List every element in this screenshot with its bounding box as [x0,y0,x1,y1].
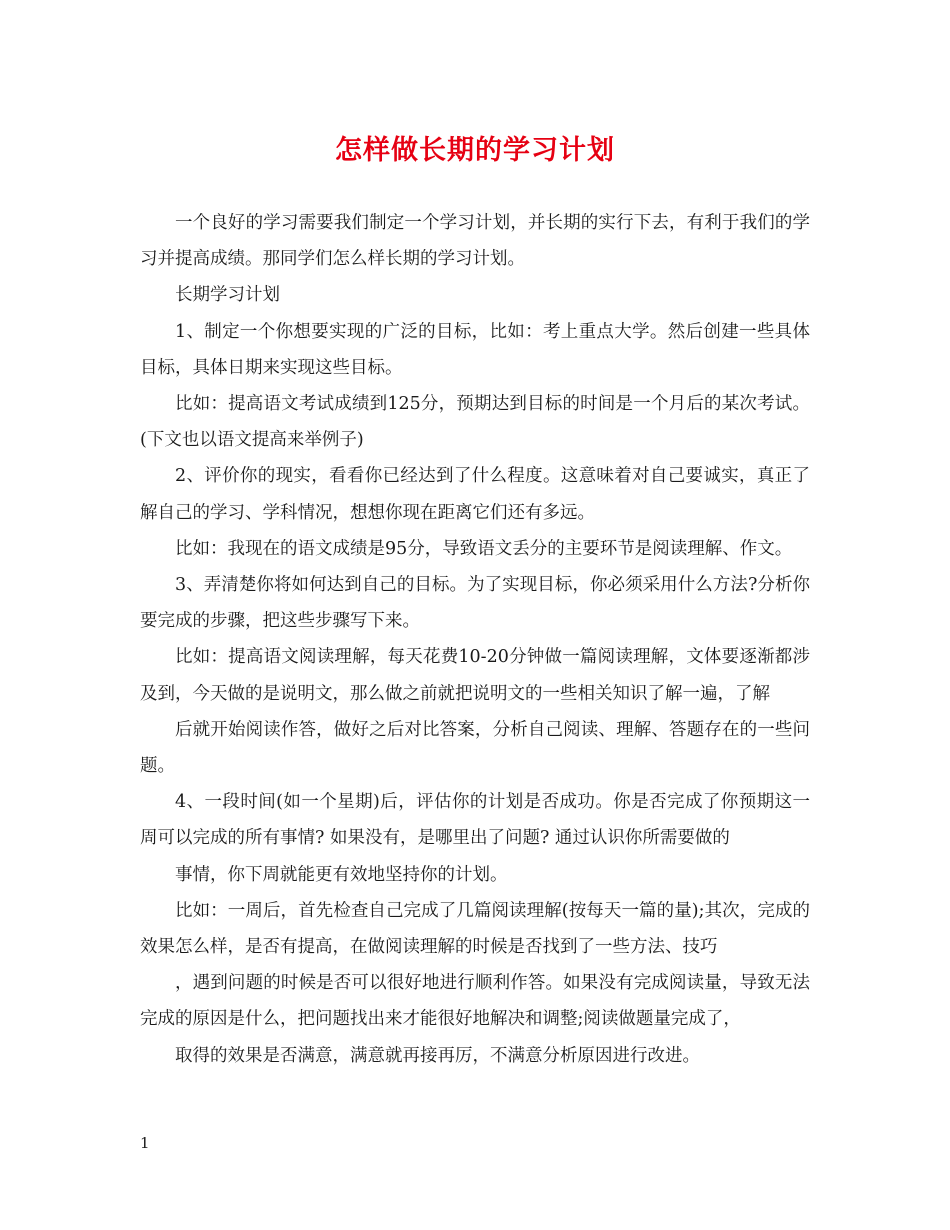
paragraph: ，遇到问题的时候是否可以很好地进行顺利作答。如果没有完成阅读量，导致无法完成的原因是什么，把问题找出来才能很好地解决和调整;阅读做题量完成了， [140,973,810,1030]
paragraph: 比如：我现在的语文成绩是95分，导致语文丢分的主要环节是阅读理解、作文。 [175,538,793,559]
paragraph: 比如：提高语文阅读理解，每天花费10-20分钟做一篇阅读理解，文体要逐渐都涉及到，今天做的是说明文，那么做之前就把说明文的一些相关知识了解一遍，了解 [140,647,810,704]
paragraph: 比如：一周后，首先检查自己完成了几篇阅读理解(按每天一篇的量);其次，完成的效果怎么样，是否有提高，在做阅读理解的时候是否找到了一些方法、技巧 [140,900,810,958]
document-title: 怎样做长期的学习计划 [335,135,615,166]
paragraph: 一个良好的学习需要我们制定一个学习计划，并长期的实行下去，有利于我们的学习并提高成绩。那同学们怎么样长期的学习计划。 [140,213,810,270]
page-number: 1 [140,1134,150,1152]
paragraph: 1、制定一个你想要实现的广泛的目标，比如：考上重点大学。然后创建一些具体目标，具体日期来实现这些目标。 [140,321,810,378]
paragraph: 4、一段时间(如一个星期)后，评估你的计划是否成功。你是否完成了你预期这一周可以完成的所有事情? 如果没有，是哪里出了问题? 通过认识你所需要做的 [140,792,810,849]
paragraph: 事情，你下周就能更有效地坚持你的计划。 [175,864,508,885]
paragraph: 后就开始阅读作答，做好之后对比答案，分析自己阅读、理解、答题存在的一些问题。 [140,719,810,777]
paragraph: 比如：提高语文考试成绩到125分，预期达到目标的时间是一个月后的某次考试。(下文也以语文提高来举例子) [140,394,810,451]
document-body [140,205,810,1074]
paragraph: 2、评价你的现实，看看你已经达到了什么程度。这意味着对自己要诚实，真正了解自己的学习、学科情况，想想你现在距离它们还有多远。 [140,466,810,523]
section-heading: 长期学习计划 [175,285,280,306]
paragraph: 取得的效果是否满意，满意就再接再厉，不满意分析原因进行改进。 [175,1045,700,1066]
paragraph: 3、弄清楚你将如何达到自己的目标。为了实现目标，你必须采用什么方法?分析你要完成的步骤，把这些步骤写下来。 [140,575,810,632]
